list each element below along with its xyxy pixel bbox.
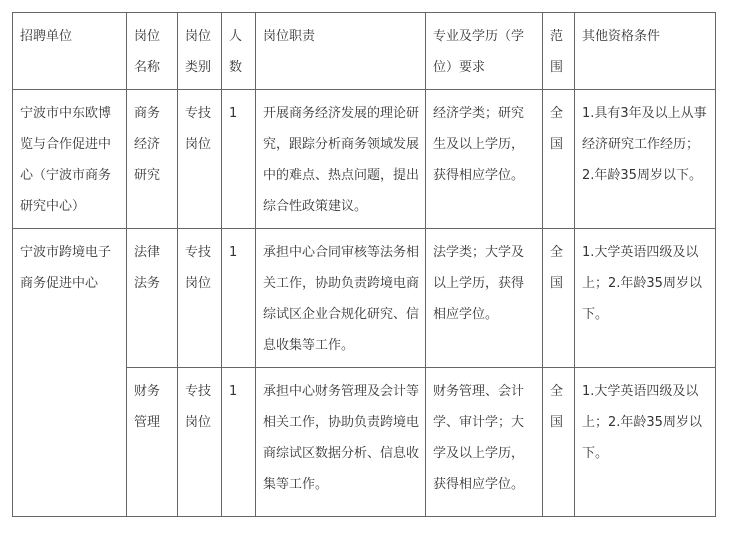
cell-position: 财务管理	[127, 368, 178, 517]
cell-other: 1.大学英语四级及以上；2.年龄35周岁以下。	[575, 229, 716, 368]
cell-count: 1	[222, 368, 256, 517]
header-unit: 招聘单位	[13, 13, 127, 90]
cell-scope: 全国	[543, 229, 575, 368]
cell-major: 法学类；大学及以上学历，获得相应学位。	[426, 229, 543, 368]
header-category: 岗位类别	[178, 13, 222, 90]
cell-other: 1.具有3年及以上从事经济研究工作经历；2.年龄35周岁以下。	[575, 90, 716, 229]
cell-duty: 承担中心合同审核等法务相关工作，协助负责跨境电商综试区企业合规化研究、信息收集等工作。	[256, 229, 426, 368]
header-scope: 范围	[543, 13, 575, 90]
header-position: 岗位名称	[127, 13, 178, 90]
cell-count: 1	[222, 90, 256, 229]
recruitment-table	[12, 12, 716, 517]
header-row	[13, 13, 716, 90]
table-row	[13, 229, 716, 368]
cell-major: 经济学类；研究生及以上学历，获得相应学位。	[426, 90, 543, 229]
cell-unit: 宁波市中东欧博览与合作促进中心（宁波市商务研究中心）	[13, 90, 127, 229]
header-count: 人数	[222, 13, 256, 90]
cell-scope: 全国	[543, 90, 575, 229]
cell-category: 专技岗位	[178, 229, 222, 368]
cell-major: 财务管理、会计学、审计学；大学及以上学历，获得相应学位。	[426, 368, 543, 517]
header-major: 专业及学历（学位）要求	[426, 13, 543, 90]
cell-other: 1.大学英语四级及以上；2.年龄35周岁以下。	[575, 368, 716, 517]
table-row	[13, 90, 716, 229]
cell-unit: 宁波市跨境电子商务促进中心	[13, 229, 127, 517]
cell-category: 专技岗位	[178, 368, 222, 517]
cell-position: 商务经济研究	[127, 90, 178, 229]
cell-duty: 承担中心财务管理及会计等相关工作，协助负责跨境电商综试区数据分析、信息收集等工作。	[256, 368, 426, 517]
cell-count: 1	[222, 229, 256, 368]
cell-category: 专技岗位	[178, 90, 222, 229]
cell-position: 法律法务	[127, 229, 178, 368]
header-other: 其他资格条件	[575, 13, 716, 90]
cell-duty: 开展商务经济发展的理论研究，跟踪分析商务领域发展中的难点、热点问题，提出综合性政策建议。	[256, 90, 426, 229]
cell-scope: 全国	[543, 368, 575, 517]
header-duty: 岗位职责	[256, 13, 426, 90]
